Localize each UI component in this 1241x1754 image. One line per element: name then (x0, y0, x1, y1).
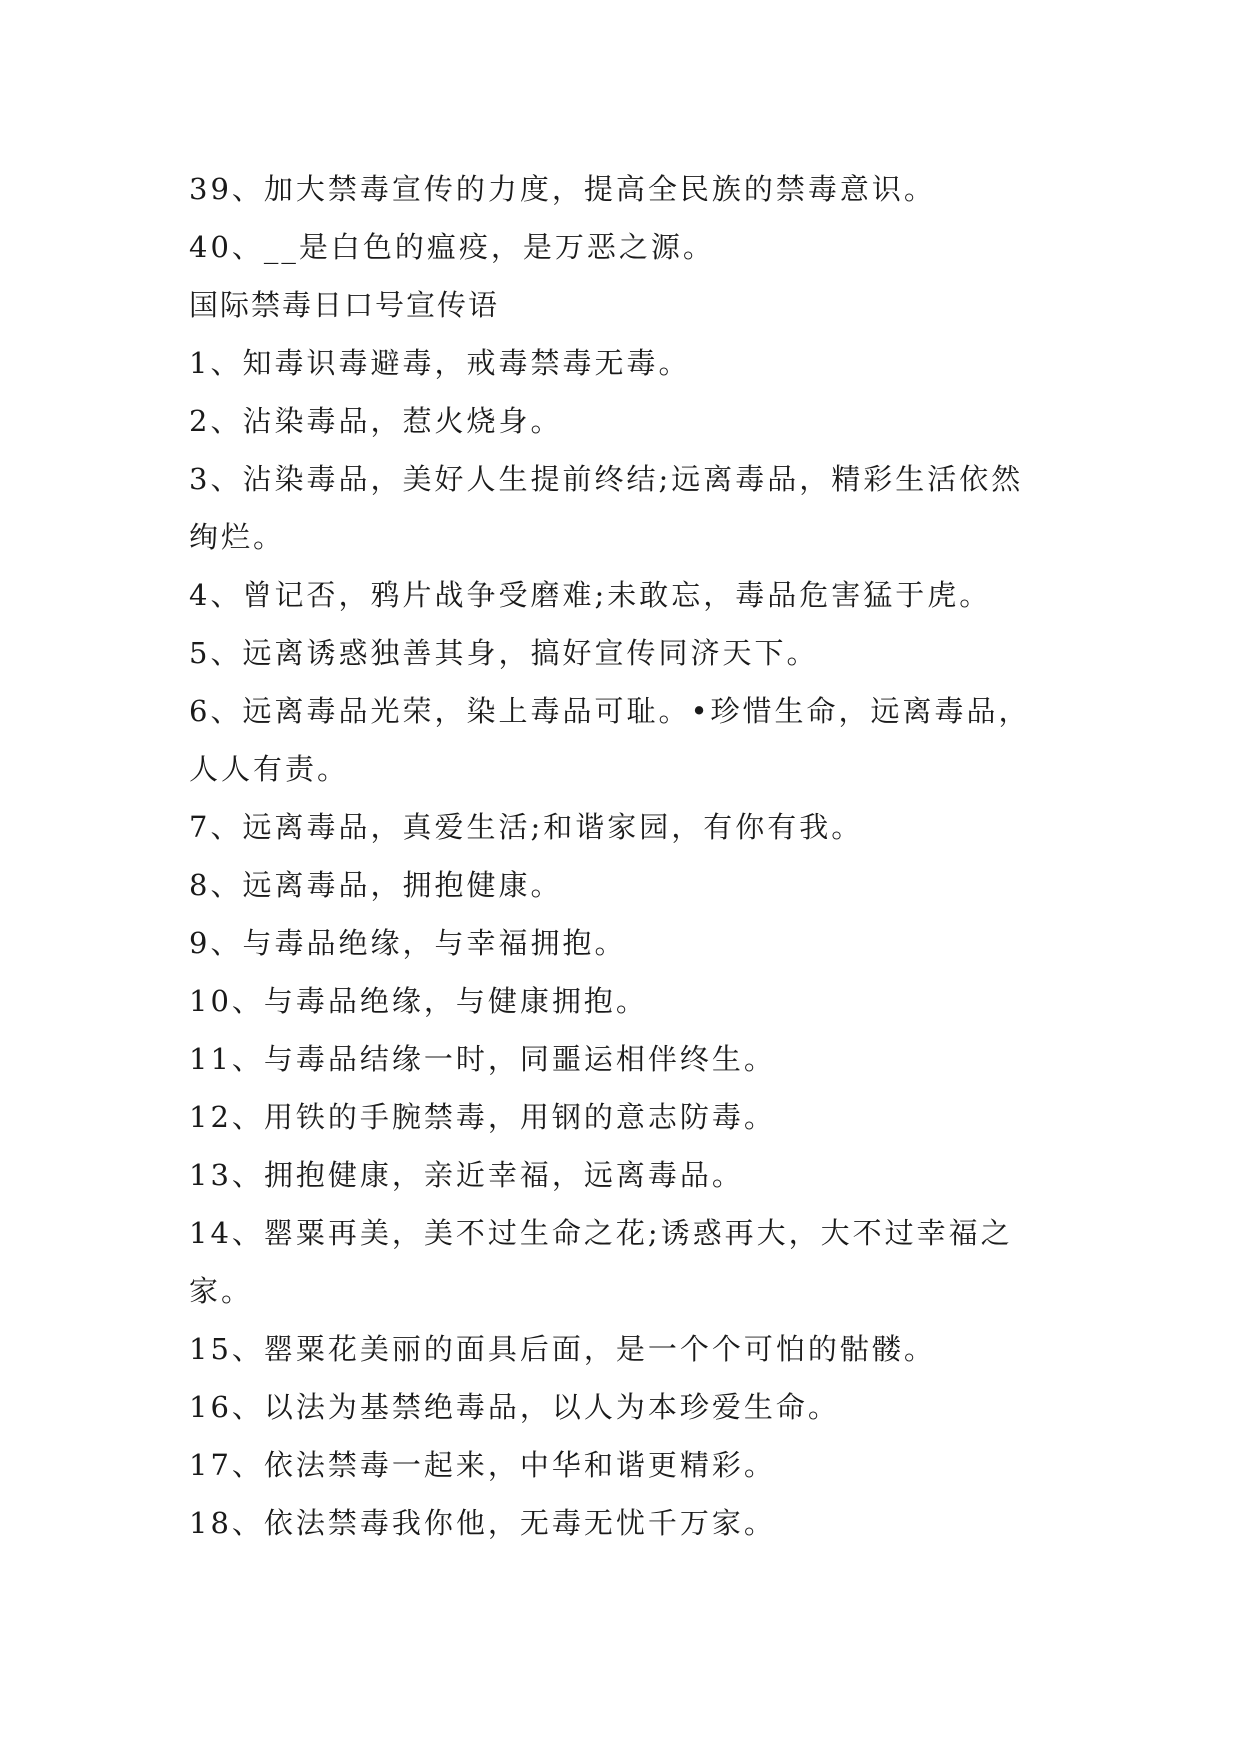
slogan-3: 3、沾染毒品，美好人生提前终结;远离毒品，精彩生活依然 (189, 462, 1024, 496)
slogan-12: 12、用铁的手腕禁毒，用钢的意志防毒。 (189, 1100, 776, 1134)
slogan-18: 18、依法禁毒我你他，无毒无忧千万家。 (189, 1506, 776, 1540)
slogan-6-continued: 人人有责。 (189, 752, 350, 786)
slogan-6: 6、远离毒品光荣，染上毒品可耻。•珍惜生命，远离毒品， (189, 694, 1031, 728)
slogan-16: 16、以法为基禁绝毒品，以人为本珍爱生命。 (189, 1390, 840, 1424)
document-body (189, 160, 1089, 1552)
slogan-11: 11、与毒品结缘一时，同噩运相伴终生。 (189, 1042, 776, 1076)
slogan-2: 2、沾染毒品，惹火烧身。 (189, 404, 563, 438)
slogan-3-continued: 绚烂。 (189, 520, 286, 554)
slogan-17: 17、依法禁毒一起来，中华和谐更精彩。 (189, 1448, 776, 1482)
slogan-5: 5、远离诱惑独善其身，搞好宣传同济天下。 (189, 636, 819, 670)
slogan-14-continued: 家。 (189, 1274, 254, 1308)
slogan-14: 14、罂粟再美，美不过生命之花;诱惑再大，大不过幸福之 (189, 1216, 1013, 1250)
slogan-8: 8、远离毒品，拥抱健康。 (189, 868, 563, 902)
slogan-13: 13、拥抱健康，亲近幸福，远离毒品。 (189, 1158, 744, 1192)
slogan-39: 39、加大禁毒宣传的力度，提高全民族的禁毒意识。 (189, 172, 936, 206)
section-heading: 国际禁毒日口号宣传语 (189, 288, 500, 322)
slogan-4: 4、曾记否，鸦片战争受磨难;未敢忘，毒品危害猛于虎。 (189, 578, 992, 612)
slogan-9: 9、与毒品绝缘，与幸福拥抱。 (189, 926, 627, 960)
slogan-40: 40、__是白色的瘟疫，是万恶之源。 (189, 230, 715, 264)
slogan-15: 15、罂粟花美丽的面具后面，是一个个可怕的骷髅。 (189, 1332, 936, 1366)
slogan-1: 1、知毒识毒避毒，戒毒禁毒无毒。 (189, 346, 691, 380)
slogan-10: 10、与毒品绝缘，与健康拥抱。 (189, 984, 648, 1018)
slogan-7: 7、远离毒品，真爱生活;和谐家园，有你有我。 (189, 810, 864, 844)
